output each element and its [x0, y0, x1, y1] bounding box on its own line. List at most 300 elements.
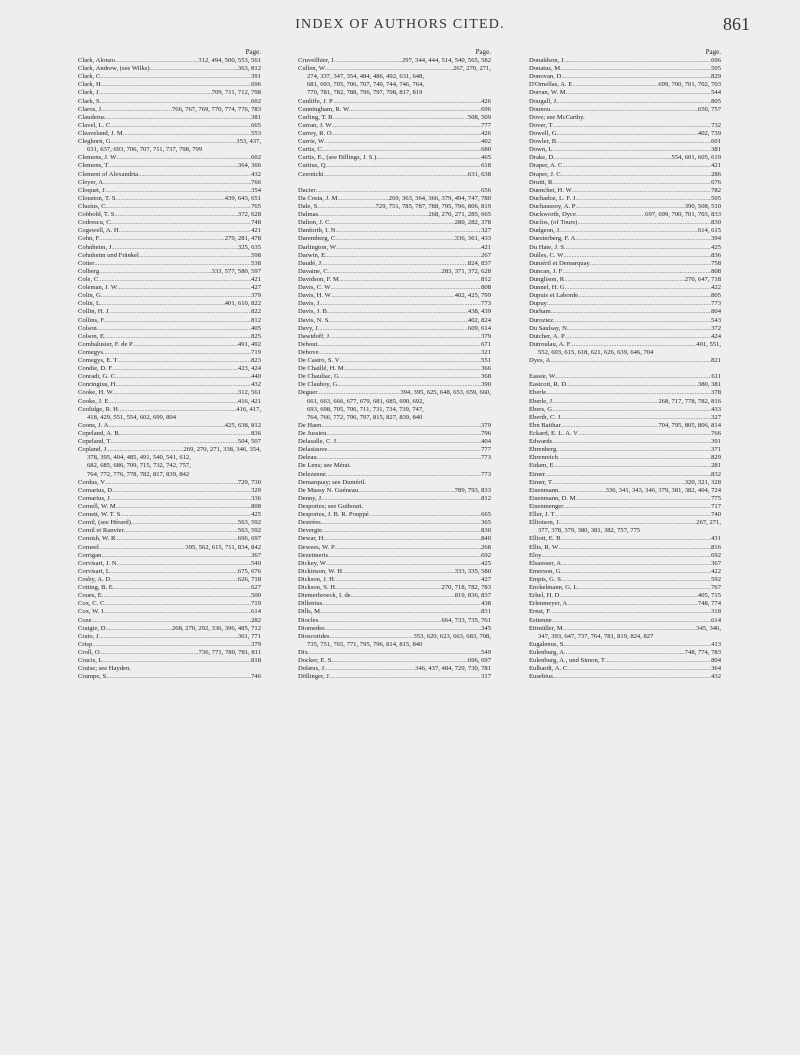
page-references: 423, 424 — [237, 365, 261, 373]
index-entry — [298, 446, 491, 454]
index-entry — [298, 438, 491, 446]
index-entry — [298, 276, 491, 284]
author-name: Dalton, J. C — [298, 219, 330, 227]
dot-leader — [108, 398, 238, 406]
page-references: 696 — [711, 57, 721, 64]
author-name: Clark, H — [78, 81, 101, 89]
page-references: 696, 697 — [237, 535, 261, 543]
index-entry — [78, 138, 261, 146]
index-entry — [298, 430, 491, 438]
dot-leader — [318, 325, 468, 333]
index-entry — [78, 519, 261, 527]
author-name: Edwards — [529, 438, 553, 446]
dot-leader — [124, 527, 238, 535]
index-entry — [529, 479, 721, 487]
author-name: Dillenius — [298, 600, 323, 608]
page-references: 563, 592 — [237, 527, 261, 535]
page-references: 627 — [251, 584, 261, 592]
page-references: 327 — [711, 413, 721, 421]
author-name: De Mussy N. Guéneau — [298, 486, 359, 494]
index-entry — [529, 317, 721, 325]
author-name: Denny, J — [298, 494, 322, 502]
page-references: 286 — [711, 170, 721, 178]
index-entry — [78, 430, 261, 438]
author-name: Clark, J — [78, 89, 99, 97]
index-entry — [298, 268, 491, 276]
index-entry — [78, 244, 261, 252]
index-entry — [298, 519, 491, 527]
author-name: Cunliffe, J. P — [298, 97, 333, 105]
dot-leader — [97, 325, 251, 333]
author-name: Claros, J — [78, 105, 102, 113]
dot-leader — [103, 349, 251, 357]
index-entry — [529, 511, 721, 519]
author-name: Dalmas — [298, 211, 319, 219]
dot-leader — [552, 146, 711, 154]
index-entry — [298, 552, 491, 560]
dot-leader — [556, 138, 711, 146]
dot-leader — [541, 552, 711, 560]
index-entry — [298, 454, 491, 462]
author-name: Coons, J. A — [78, 421, 109, 429]
index-entry — [78, 503, 261, 511]
page-references: 368 — [481, 373, 491, 381]
page-references: 777 — [481, 121, 491, 129]
author-name: Delasiauve — [298, 446, 328, 454]
page-references: 402 — [481, 138, 491, 146]
page-references: 829 — [711, 454, 721, 462]
author-name: Da Costa, J. M — [298, 194, 338, 202]
dot-leader — [138, 171, 251, 179]
author-name: Diomedes — [298, 624, 325, 632]
dot-leader — [563, 625, 696, 633]
page-references: 268, 270, 292, 336, 396, 485, 712 — [171, 624, 261, 632]
dot-leader — [99, 268, 211, 276]
author-name: Dewees, W. P — [298, 543, 335, 551]
author-name: Cornil et Ranvier — [78, 527, 124, 535]
dot-leader — [105, 479, 238, 487]
dot-leader — [577, 584, 711, 592]
index-entry — [78, 65, 261, 73]
author-name: De Jussieu — [298, 430, 327, 438]
index-entry — [529, 608, 721, 616]
index-entry — [529, 373, 721, 381]
author-name: Draper, A. C — [529, 162, 563, 170]
author-name: Ebn Baithar — [529, 421, 561, 429]
page-references: 823 — [251, 357, 261, 365]
index-entry-continuation: 735, 751, 765, 771, 795, 796, 814, 815, 840 — [307, 640, 423, 648]
author-name: Duesterberg, F. A — [529, 235, 576, 243]
page-references: 631, 638 — [467, 170, 491, 178]
page-references: 818 — [251, 657, 261, 665]
author-name: Donovan, D — [529, 73, 562, 81]
author-name: Clusius, C — [78, 202, 106, 210]
dot-leader — [318, 617, 441, 625]
index-entry — [529, 300, 721, 308]
page-references: 427 — [481, 576, 491, 583]
index-entry — [298, 544, 491, 552]
page-references: 336, 341, 343, 346, 379, 381, 382, 404, 724 — [605, 486, 721, 494]
index-entry — [298, 600, 491, 608]
dot-leader — [115, 373, 251, 381]
author-name: Emerson, G — [529, 567, 561, 575]
index-entry — [298, 633, 491, 641]
index-entry-continuation: 274, 337, 347, 354, 484, 486, 492, 631, 648, — [307, 73, 425, 81]
page-references: 379 — [251, 640, 261, 648]
dot-leader — [333, 98, 481, 106]
dot-leader — [552, 406, 711, 414]
dot-leader — [339, 357, 481, 365]
dot-leader — [328, 317, 468, 325]
author-name: Collin, H. J — [78, 308, 109, 316]
index-entry — [78, 527, 261, 535]
dot-leader — [104, 600, 251, 608]
index-entry — [78, 114, 261, 122]
index-entry — [298, 673, 491, 681]
index-entry — [78, 325, 261, 333]
dot-leader — [112, 365, 238, 373]
page-header — [0, 0, 800, 40]
author-name: Dupuis et Laborde — [529, 292, 579, 300]
dot-leader — [550, 106, 698, 114]
page-references: 719 — [251, 600, 261, 608]
index-entry — [298, 65, 491, 73]
index-entry — [298, 106, 491, 114]
author-name: Deguer — [298, 389, 318, 397]
page-references: 422 — [711, 284, 721, 292]
index-entry — [298, 260, 491, 268]
author-name: Corneel — [78, 543, 99, 551]
dot-leader — [559, 519, 697, 527]
author-name: Cornish, W. R — [78, 535, 116, 543]
index-column-1 — [78, 48, 261, 681]
dot-leader — [552, 179, 711, 187]
author-name: Dix — [298, 648, 308, 656]
page-references: 554, 601, 605, 619 — [671, 154, 721, 162]
dot-leader — [114, 211, 238, 219]
page-references: 371 — [711, 446, 721, 454]
page-references: 283, 371, 372, 628 — [441, 267, 491, 275]
index-entry — [78, 438, 261, 446]
page-column-label: Page. — [245, 48, 261, 56]
index-entry — [529, 260, 721, 268]
dot-leader — [94, 260, 251, 268]
index-entry-continuation: 378, 395, 404, 485, 491, 540, 541, 612, — [87, 454, 191, 462]
dot-leader — [334, 576, 481, 584]
index-entry — [529, 398, 721, 406]
author-name: Duclos, (of Tours) — [529, 219, 578, 227]
page-references: 804 — [711, 308, 721, 316]
dot-leader — [321, 495, 481, 503]
author-name: Dunglison, R — [529, 275, 565, 283]
dot-leader — [113, 389, 238, 397]
page-references: 732 — [711, 121, 721, 129]
index-entry-continuation: 682, 685, 686, 709, 715, 732, 742, 757, — [87, 462, 191, 470]
page-references: 426 — [481, 97, 491, 105]
author-name: Elliott, E. B — [529, 535, 561, 543]
author-name: Copeland, A. B — [78, 430, 119, 438]
page-references: 821 — [711, 357, 721, 365]
page-references: 405, 715 — [697, 592, 721, 600]
dot-leader — [105, 187, 251, 195]
index-entry — [529, 211, 721, 219]
index-entry — [529, 381, 721, 389]
dot-leader — [105, 114, 251, 122]
index-entry — [78, 106, 261, 114]
page-references: 692 — [711, 551, 721, 559]
index-entry — [529, 406, 721, 414]
author-name: Colin, G — [78, 292, 101, 300]
page-number: 861 — [723, 14, 750, 34]
page-references: 830 — [481, 527, 491, 535]
index-entry — [529, 600, 721, 608]
page-references: 421 — [481, 243, 491, 251]
index-entry — [298, 341, 491, 349]
index-entry — [78, 154, 261, 162]
page-references: 729, 751, 785, 787, 788, 795, 796, 806, 819 — [375, 202, 491, 210]
page-references: 614 — [251, 608, 261, 616]
author-name: Danforth, I. N — [298, 227, 336, 235]
page-references: 736, 771, 780, 781, 811 — [198, 648, 261, 656]
index-entry — [529, 657, 721, 665]
page-references: 433 — [711, 405, 721, 413]
author-name: Duchadoz, L. F. J — [529, 194, 576, 202]
dot-leader — [119, 430, 251, 438]
author-name: Clemens, T — [78, 162, 109, 170]
dot-leader — [322, 146, 481, 154]
author-name: Davis, H. W — [298, 292, 331, 300]
author-name: Dutcher, A. P — [529, 332, 565, 340]
page-references: 808 — [251, 503, 261, 511]
page-references: 367 — [711, 559, 721, 567]
dot-leader — [110, 576, 238, 584]
dot-leader — [116, 560, 251, 568]
author-name: Clement of Alexandria — [78, 170, 139, 178]
index-entry — [529, 146, 721, 154]
index-entry — [529, 446, 721, 454]
author-name: De Haen — [298, 421, 322, 429]
index-entry — [529, 519, 721, 527]
page-references: 404 — [481, 438, 491, 446]
author-name: Condie, D. F — [78, 365, 113, 373]
author-name: Dowell, G — [529, 129, 557, 137]
dot-leader — [329, 333, 481, 341]
page-references: 424 — [711, 332, 721, 340]
author-name: Crato, J — [78, 632, 99, 640]
page-references: 766, 767, 769, 770, 774, 776, 783 — [171, 105, 261, 113]
index-cross-reference: De Lens; see Mérat. — [298, 462, 352, 470]
dot-leader — [553, 673, 711, 681]
index-entry — [78, 276, 261, 284]
dot-leader — [555, 373, 711, 381]
author-name: Cohnheim und Fränkel — [78, 251, 139, 259]
dot-leader — [565, 333, 711, 341]
dot-leader — [561, 422, 659, 430]
page-references: 380, 381 — [697, 381, 721, 389]
page-references: 416, 417, — [236, 405, 261, 413]
page-references: 379 — [251, 292, 261, 300]
page-references: 505 — [711, 65, 721, 73]
author-name: Dale, S — [298, 202, 318, 210]
dot-leader — [331, 292, 455, 300]
index-entry — [529, 122, 721, 130]
page-references: 812 — [251, 316, 261, 324]
dot-leader — [575, 235, 711, 243]
dot-leader — [319, 300, 481, 308]
index-entry — [78, 487, 261, 495]
page-references: 367 — [251, 551, 261, 559]
author-name: Eberth, C. J — [529, 413, 561, 421]
index-entry — [529, 308, 721, 316]
page-references: 439, 643, 651 — [224, 194, 261, 202]
index-entry — [529, 576, 721, 584]
page-references: 267, 271, — [696, 519, 721, 527]
author-name: Eimer, T — [529, 478, 553, 486]
author-name: Cornil, (see Hérard) — [78, 519, 131, 527]
index-entry — [529, 471, 721, 479]
page-references: 336 — [251, 494, 261, 502]
author-name: Cox, C. C — [78, 600, 105, 608]
dot-leader — [101, 106, 172, 114]
page-references: 699, 700, 701, 702, 703 — [658, 81, 721, 89]
author-name: De Chauliac, G — [298, 373, 339, 381]
page-references: 333, 335, 580 — [454, 567, 491, 575]
dot-leader — [561, 171, 712, 179]
index-entry — [298, 317, 491, 325]
index-entry — [298, 308, 491, 316]
author-name: Down, L — [529, 146, 553, 154]
index-entry — [78, 495, 261, 503]
author-name: Dyes, A — [529, 357, 551, 365]
page-references: 267 — [481, 251, 491, 259]
dot-leader — [339, 276, 481, 284]
page-references: 773 — [711, 300, 721, 308]
dot-leader — [335, 227, 481, 235]
author-name: De Castro, S. V — [298, 357, 340, 365]
dot-leader — [326, 471, 481, 479]
index-entry — [298, 219, 491, 227]
index-entry — [78, 592, 261, 600]
index-entry — [298, 325, 491, 333]
page-references: 812 — [481, 494, 491, 502]
dot-leader — [318, 211, 428, 219]
index-entry — [78, 535, 261, 543]
index-entry — [78, 584, 261, 592]
author-name: Debove — [298, 348, 319, 356]
index-entry — [298, 560, 491, 568]
dot-leader — [556, 130, 697, 138]
index-column-2 — [298, 48, 491, 681]
author-name: Davis, J. B — [298, 308, 327, 316]
dot-leader — [339, 373, 481, 381]
page-references: 773 — [481, 300, 491, 308]
index-entry-continuation: 418, 429, 551, 554, 602, 699, 804 — [87, 413, 177, 421]
index-entry — [529, 244, 721, 252]
author-name: Ettmüller, M — [529, 624, 563, 632]
dot-leader — [561, 73, 711, 81]
dot-leader — [552, 479, 685, 487]
index-entry — [78, 608, 261, 616]
dot-leader — [556, 446, 711, 454]
dot-leader — [337, 381, 481, 389]
page-references: 491, 492 — [237, 340, 261, 348]
page-references: 773 — [481, 454, 491, 462]
dot-leader — [328, 552, 481, 560]
page-references: 808 — [711, 267, 721, 275]
index-entry — [529, 138, 721, 146]
author-name: Duméril et Demarquay — [529, 259, 590, 267]
dot-leader — [115, 381, 251, 389]
page-references: 402, 739 — [697, 129, 721, 137]
page-references: 704, 795, 805, 806, 814 — [658, 421, 721, 429]
author-name: Donatus, M — [529, 65, 561, 73]
author-name: Cogswell, A. H — [78, 227, 119, 235]
index-entry — [529, 568, 721, 576]
dot-leader — [323, 535, 481, 543]
dot-leader — [561, 576, 711, 584]
index-entry — [78, 203, 261, 211]
author-name: Eusebius — [529, 673, 553, 681]
index-column-3 — [529, 48, 721, 681]
dot-leader — [563, 503, 711, 511]
index-entry — [78, 406, 261, 414]
page-references: 626, 718 — [237, 576, 261, 583]
index-cross-reference: Cruise; see Hayden. — [78, 665, 131, 673]
page-references: 379 — [481, 421, 491, 429]
index-entry — [529, 252, 721, 260]
author-name: Duchaussoy, A. P — [529, 202, 576, 210]
page-references: 317 — [481, 673, 491, 681]
index-entry — [78, 171, 261, 179]
index-entry — [78, 422, 261, 430]
author-name: Colson, E — [78, 332, 105, 340]
index-entry — [529, 389, 721, 397]
index-entry — [78, 373, 261, 381]
dot-leader — [560, 414, 711, 422]
author-name: Eugalenus, S — [529, 640, 564, 648]
index-entry-continuation: 770, 781, 782, 788, 796, 797, 798, 817, 819 — [307, 89, 423, 97]
page-references: 504, 507 — [237, 438, 261, 446]
dot-leader — [550, 357, 711, 365]
index-entry — [78, 552, 261, 560]
dot-leader — [329, 673, 481, 681]
page-references: 692 — [481, 551, 491, 559]
index-entry — [529, 495, 721, 503]
page-references: 378 — [711, 389, 721, 397]
index-entry — [78, 365, 261, 373]
author-name: Dowler, B — [529, 138, 557, 146]
author-name: Curtius, Q — [298, 162, 326, 170]
index-entry — [298, 154, 491, 162]
index-entry — [78, 98, 261, 106]
index-entry — [78, 398, 261, 406]
author-name: Eastcott, R. D — [529, 381, 566, 389]
dot-leader — [123, 130, 251, 138]
page-references: 440 — [251, 373, 261, 381]
author-name: Clouston, T. S — [78, 194, 116, 202]
dot-leader — [344, 365, 482, 373]
author-name: Eidam, E — [529, 462, 554, 470]
page-references: 592 — [711, 576, 721, 583]
dot-leader — [332, 130, 481, 138]
page-references: 270, 718, 782, 783 — [441, 584, 491, 592]
index-entry — [529, 617, 721, 625]
dot-leader — [103, 657, 252, 665]
author-name: Deleau — [298, 454, 317, 462]
dot-leader — [110, 122, 251, 130]
index-entry — [78, 235, 261, 243]
index-entry — [78, 268, 261, 276]
